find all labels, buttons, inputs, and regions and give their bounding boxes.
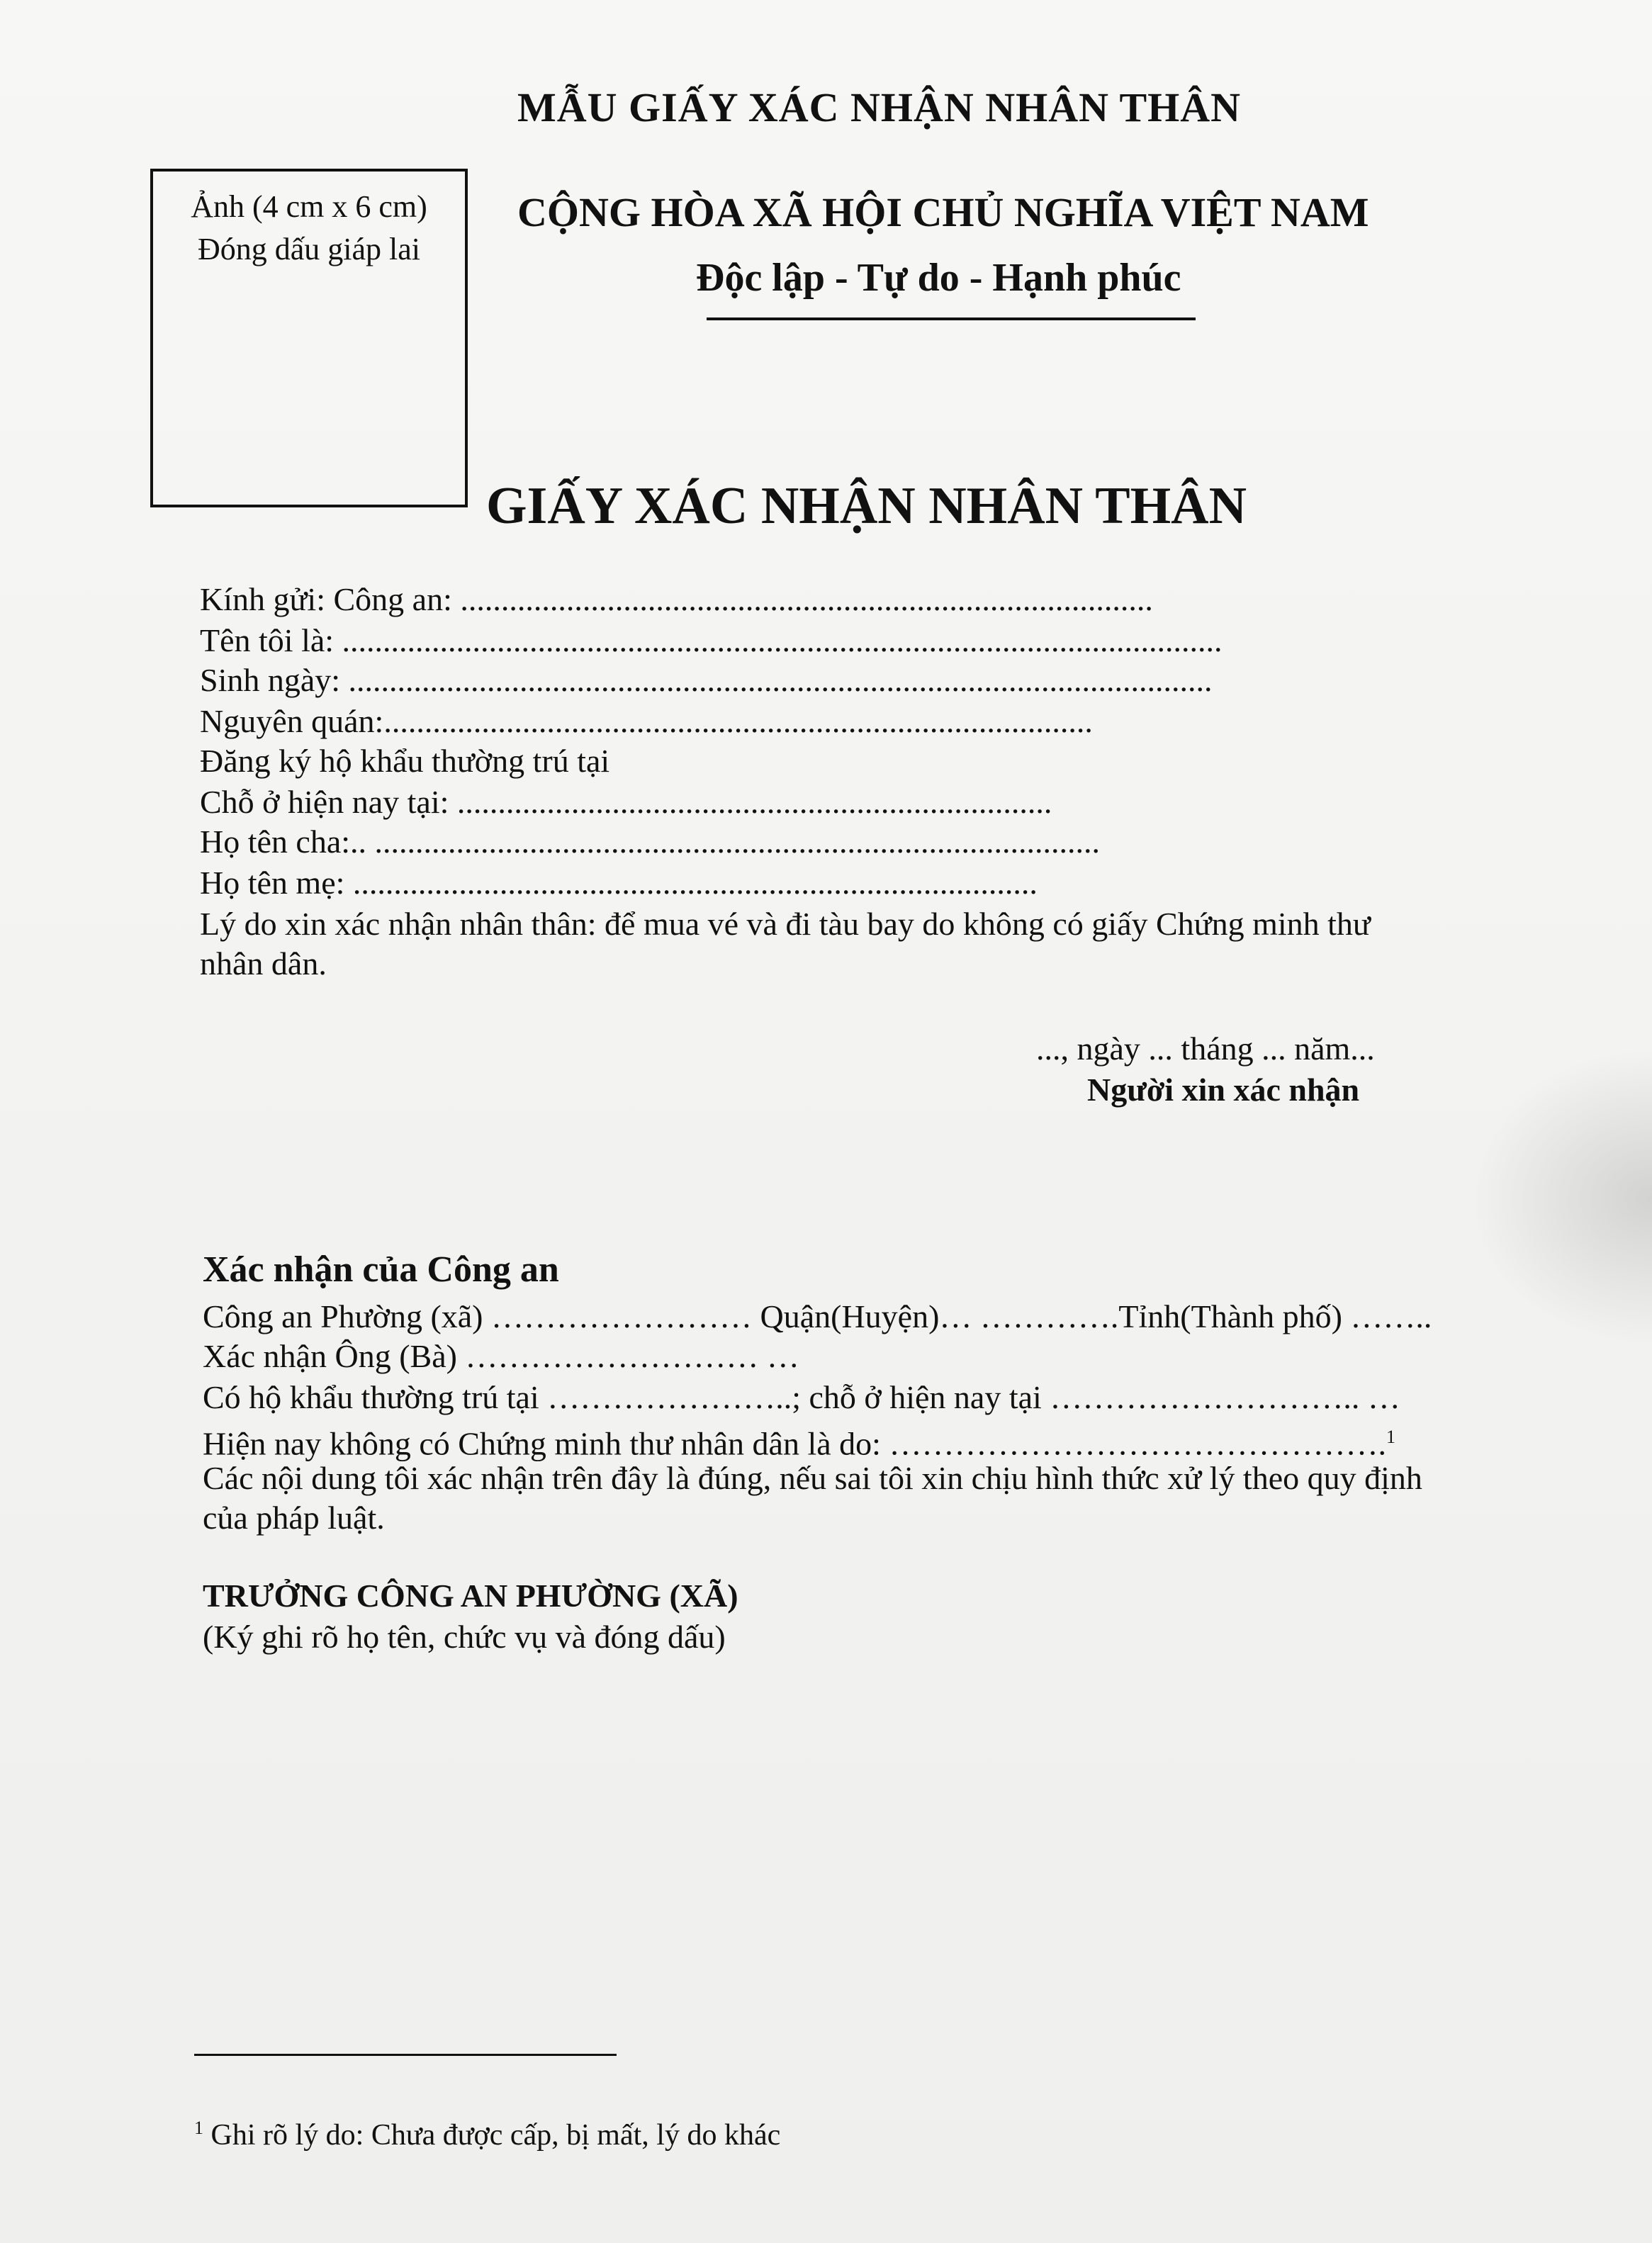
field-hometown: Nguyên quán:....................................................................................... [200, 703, 1093, 739]
field-father-name: Họ tên cha:.. ......................................................................................... [200, 823, 1101, 860]
national-motto: Độc lập - Tự do - Hạnh phúc [696, 256, 1181, 300]
footnote-text: Ghi rõ lý do: Chưa được cấp, bị mất, lý do khác [210, 2119, 781, 2152]
photo-size-label: Ảnh (4 cm x 6 cm) [191, 189, 427, 224]
motto-underline [707, 317, 1196, 320]
signature-label: Người xin xác nhận [1087, 1072, 1360, 1108]
police-line-attest: Các nội dung tôi xác nhận trên đây là đúng, nếu sai tôi xin chịu hình thức xử lý theo quy định [203, 1460, 1422, 1496]
republic-name: CỘNG HÒA XÃ HỘI CHỦ NGHĨA VIỆT NAM [517, 189, 1369, 235]
field-mother-name: Họ tên mẹ: .................................................................................... [200, 865, 1038, 901]
document-title: GIẤY XÁC NHẬN NHÂN THÂN [486, 477, 1247, 535]
police-section-title: Xác nhận của Công an [203, 1249, 559, 1290]
photo-stamp-label: Đóng dấu giáp lai [197, 232, 421, 266]
photo-box-text [150, 186, 468, 271]
police-line-no-id [203, 1417, 1395, 1463]
field-recipient: Kính gửi: Công an: ..................................................................................... [200, 581, 1153, 617]
police-line-attest-cont: của pháp luật. [203, 1500, 385, 1536]
police-line-ward: Công an Phường (xã) …………………… Quận(Huyện)… ………….Tỉnh(Thành phố) …….. [203, 1298, 1432, 1334]
field-registered-residence: Đăng ký hộ khẩu thường trú tại [200, 743, 610, 779]
police-line-confirm: Xác nhận Ông (Bà) ……………………… … [203, 1338, 799, 1374]
footnote [194, 2118, 780, 2152]
field-birthdate: Sinh ngày: .......................................................................................................... [200, 662, 1213, 698]
field-reason: Lý do xin xác nhận nhân thân: để mua vé và đi tàu bay do không có giấy Chứng minh thư [200, 906, 1371, 942]
police-chief-title: TRƯỞNG CÔNG AN PHƯỜNG (XÃ) [203, 1578, 738, 1614]
footnote-marker: 1 [194, 2118, 203, 2138]
police-line-no-id-text: Hiện nay không có Chứng minh thư nhân dân là do: ………………………………………. [203, 1425, 1386, 1462]
signature-date: ..., ngày ... tháng ... năm... [1036, 1030, 1375, 1067]
footnote-divider [194, 2054, 617, 2056]
field-current-address: Chỗ ở hiện nay tại: ......................................................................... [200, 784, 1052, 820]
police-chief-note: (Ký ghi rõ họ tên, chức vụ và đóng dấu) [203, 1619, 726, 1655]
page-shadow [1468, 1049, 1652, 1347]
footnote-reference: 1 [1386, 1427, 1395, 1447]
police-line-residence: Có hộ khẩu thường trú tại …………………..; chỗ ở hiện nay tại ……………………….. … [203, 1379, 1400, 1415]
form-label: MẪU GIẤY XÁC NHẬN NHÂN THÂN [517, 84, 1242, 130]
field-name: Tên tôi là: ............................................................................................................ [200, 622, 1223, 658]
field-reason-cont: nhân dân. [200, 945, 327, 982]
